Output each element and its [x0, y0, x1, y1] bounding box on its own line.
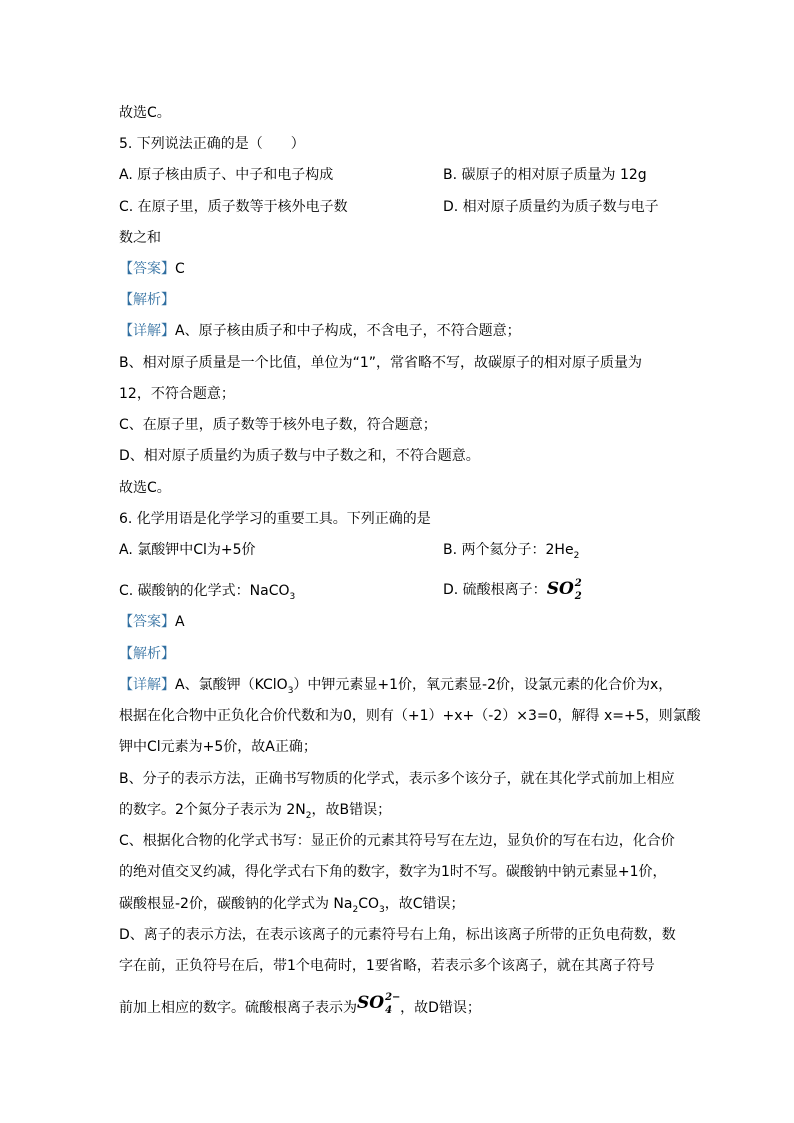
formula-sub: 4 — [385, 1005, 393, 1016]
q5-conclusion: 故选C。 — [119, 480, 171, 496]
text: ，故D错误； — [400, 1000, 481, 1016]
q6-answer-line — [119, 613, 185, 631]
q6-explain-7: 的绝对值交叉约减，得化学式右下角的数字，数字为1时不写。碳酸钠中钠元素显+1价， — [119, 864, 667, 880]
q6-option-c — [119, 582, 295, 606]
q5-option-a: A. 原子核由质子、中子和电子构成 — [119, 167, 334, 183]
subscript: 2 — [573, 550, 580, 561]
q5-option-c: C. 在原子里，质子数等于核外电子数 — [119, 199, 348, 215]
q6-explain-1 — [119, 676, 672, 700]
q5-explain-5: D、相对原子质量约为质子数与中子数之和，不符合题意。 — [119, 448, 480, 464]
q5-answer: C — [175, 261, 185, 277]
formula-sup: 2 — [574, 578, 582, 589]
q6-analysis-tag — [119, 645, 175, 663]
q5-analysis-tag — [119, 291, 175, 309]
q5-option-d-cont: 数之和 — [119, 230, 161, 246]
q6-explain-6: C、根据化合物的化学式书写：显正价的元素其符号写在左边，显负价的写在右边，化合价 — [119, 833, 675, 849]
subscript: 3 — [379, 904, 385, 915]
answer-tag: 【答案】 — [119, 614, 175, 630]
q6-explain-10: 字在前，正负符号在后，带1个电荷时，1要省略，若表示多个该离子，就在其离子符号 — [119, 958, 655, 974]
q6-explain-5 — [119, 801, 391, 825]
text: ）中钾元素显+1价，氧元素显-2价，设氯元素的化合价为x， — [293, 677, 673, 693]
q6-option-a: A. 氯酸钾中Cl为+5价 — [119, 542, 256, 558]
q5-explain-1 — [119, 322, 521, 340]
q5-explain-2: B、相对原子质量是一个比值，单位为“1”，常省略不写，故碳原子的相对原子质量为 — [119, 355, 643, 371]
text: 前加上相应的数字。硫酸根离子表示为 — [119, 1000, 357, 1016]
q6-answer: A — [175, 614, 185, 630]
q6-option-d — [443, 578, 583, 602]
text: 的数字。2个氮分子表示为 2N — [119, 802, 306, 818]
question-6-stem: 6. 化学用语是化学学习的重要工具。下列正确的是 — [119, 511, 431, 527]
q6-explain-8 — [119, 895, 465, 919]
subscript: 3 — [289, 591, 296, 602]
formula-so4-image — [357, 992, 401, 1016]
q6-explain-2: 根据在化合物中正负化合价代数和为0，则有（+1）+x+（-2）×3=0，解得 x=+5，则氯酸 — [119, 708, 701, 724]
q6-explain-3: 钾中Cl元素为+5价，故A正确； — [119, 739, 317, 755]
answer-tag: 【答案】 — [119, 261, 175, 277]
detail-tag: 【详解】 — [119, 677, 175, 693]
q6-explain-11 — [119, 992, 481, 1017]
formula-sub: 2 — [574, 591, 582, 602]
text: A、氯酸钾（KClO — [175, 677, 288, 693]
q5-explain-3: 12，不符合题意； — [119, 386, 235, 402]
formula-base: SO — [357, 993, 385, 1013]
q6-explain-9: D、离子的表示方法，在表示该离子的元素符号右上角，标出该离子所带的正负电荷数，数 — [119, 927, 676, 943]
text: ，故B错误； — [311, 802, 392, 818]
subscript: 3 — [287, 685, 294, 696]
q5-answer-line — [119, 260, 185, 278]
detail-tag: 【详解】 — [119, 323, 175, 339]
q5-explain-1-text: A、原子核由质子和中子构成，不含电子，不符合题意； — [175, 323, 521, 339]
q5-explain-4: C、在原子里，质子数等于核外电子数，符合题意； — [119, 417, 437, 433]
formula-base: SO — [546, 579, 574, 599]
q6-option-b — [443, 541, 579, 565]
q6-option-c-text: C. 碳酸钠的化学式：NaCO — [119, 583, 290, 599]
analysis-tag: 【解析】 — [119, 646, 175, 662]
text: CO — [358, 896, 379, 912]
q5-option-d: D. 相对原子质量约为质子数与电子 — [443, 199, 659, 215]
subscript: 2 — [352, 904, 359, 915]
formula-so2-image — [546, 578, 583, 602]
q6-explain-4: B、分子的表示方法，正确书写物质的化学式，表示多个该分子，就在其化学式前加上相应 — [119, 771, 675, 787]
question-5-stem: 5. 下列说法正确的是（ ） — [119, 136, 305, 152]
subscript: 2 — [305, 810, 312, 821]
text: ，故C错误； — [384, 896, 465, 912]
text-line: 故选C。 — [119, 105, 171, 121]
q5-option-b: B. 碳原子的相对原子质量为 12g — [443, 167, 647, 183]
analysis-tag: 【解析】 — [119, 292, 175, 308]
text: 碳酸根显-2价，碳酸钠的化学式为 Na — [119, 896, 353, 912]
q6-option-d-text: D. 硫酸根离子： — [443, 582, 547, 598]
formula-sup: 2− — [385, 992, 401, 1003]
q6-option-b-text: B. 两个氦分子：2He — [443, 542, 574, 558]
